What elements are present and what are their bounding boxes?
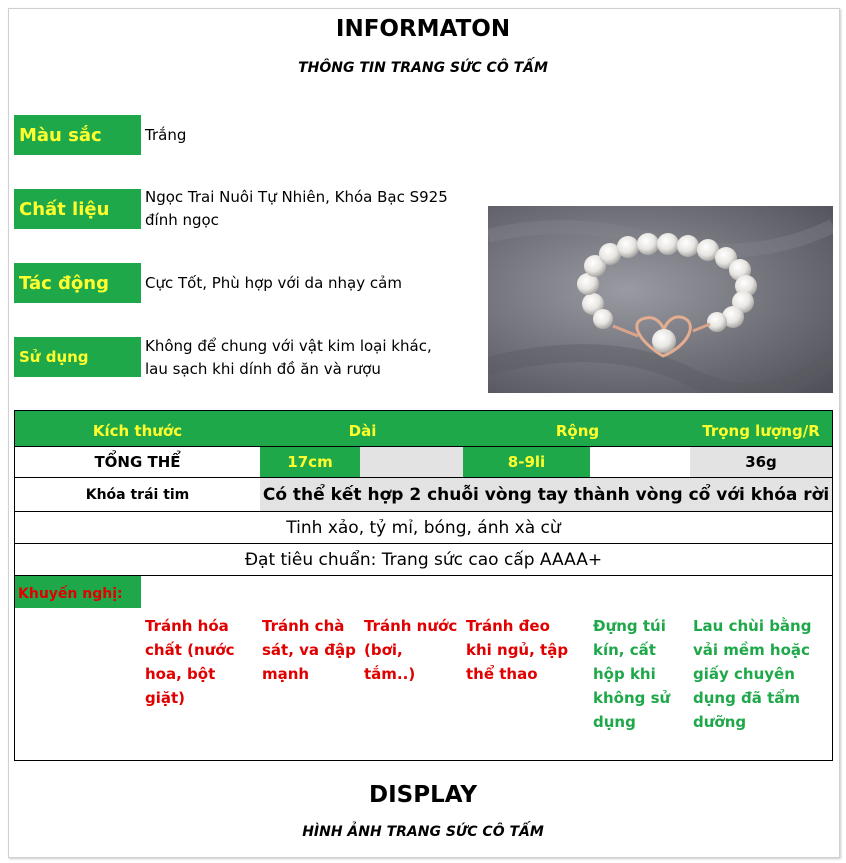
display-title: DISPLAY — [369, 782, 477, 808]
row-overall-label: TỔNG THỂ — [94, 453, 181, 471]
row-overall-length: 17cm — [260, 447, 360, 477]
bracelet-image — [488, 206, 833, 393]
header-size: Kích thước — [92, 421, 183, 440]
page-subtitle: THÔNG TIN TRANG SỨC CÔ TẤM — [298, 60, 548, 76]
label-effect: Tác động — [14, 263, 141, 303]
label-usage: Sử dụng — [14, 337, 141, 377]
value-material: Ngọc Trai Nuôi Tự Nhiên, Khóa Bạc S925 đính ngọc — [145, 188, 448, 229]
row-clasp-note: Có thể kết hợp 2 chuỗi vòng tay thành vòng cổ với khóa rời — [260, 478, 832, 511]
row-standard: Đạt tiêu chuẩn: Trang sức cao cấp AAAA+ — [244, 549, 603, 570]
note-storage: Đựng túi kín, cất hộp khi không sử dụng — [593, 617, 671, 731]
row-clasp-label: Khóa trái tim — [85, 486, 190, 503]
display-subtitle: HÌNH ẢNH TRANG SỨC CÔ TẤM — [302, 824, 544, 840]
header-weight: Trọng lượng/R — [702, 421, 820, 440]
value-usage: Không để chung với vật kim loại khác, lau sạch khi dính đồ ăn và rượu — [145, 337, 432, 378]
value-color: Trắng — [145, 126, 187, 144]
row-overall-weight: 36g — [690, 447, 832, 477]
note-sleep: Tránh đeo khi ngủ, tập thể thao — [466, 617, 569, 683]
label-color: Màu sắc — [14, 115, 141, 155]
product-photo — [488, 206, 833, 393]
note-chemicals: Tránh hóa chất (nước hoa, bột giặt) — [145, 617, 235, 707]
value-effect: Cực Tốt, Phù hợp với da nhạy cảm — [145, 274, 402, 292]
note-cleaning: Lau chùi bằng vải mềm hoặc giấy chuyên dụng đã tẩm dưỡng — [693, 617, 812, 731]
note-friction: Tránh chà sát, va đập mạnh — [262, 617, 356, 683]
note-water: Tránh nước (bơi, tắm..) — [364, 617, 458, 683]
row-quality: Tinh xảo, tỷ mỉ, bóng, ánh xà cừ — [286, 517, 561, 538]
page-title: INFORMATON — [335, 16, 511, 42]
label-material: Chất liệu — [14, 189, 141, 229]
row-overall-blank — [360, 447, 463, 477]
recommend-label: Khuyến nghị: — [18, 586, 123, 602]
header-width: Rộng — [555, 421, 600, 440]
row-overall-width: 8-9li — [463, 447, 590, 477]
header-length: Dài — [348, 421, 377, 440]
